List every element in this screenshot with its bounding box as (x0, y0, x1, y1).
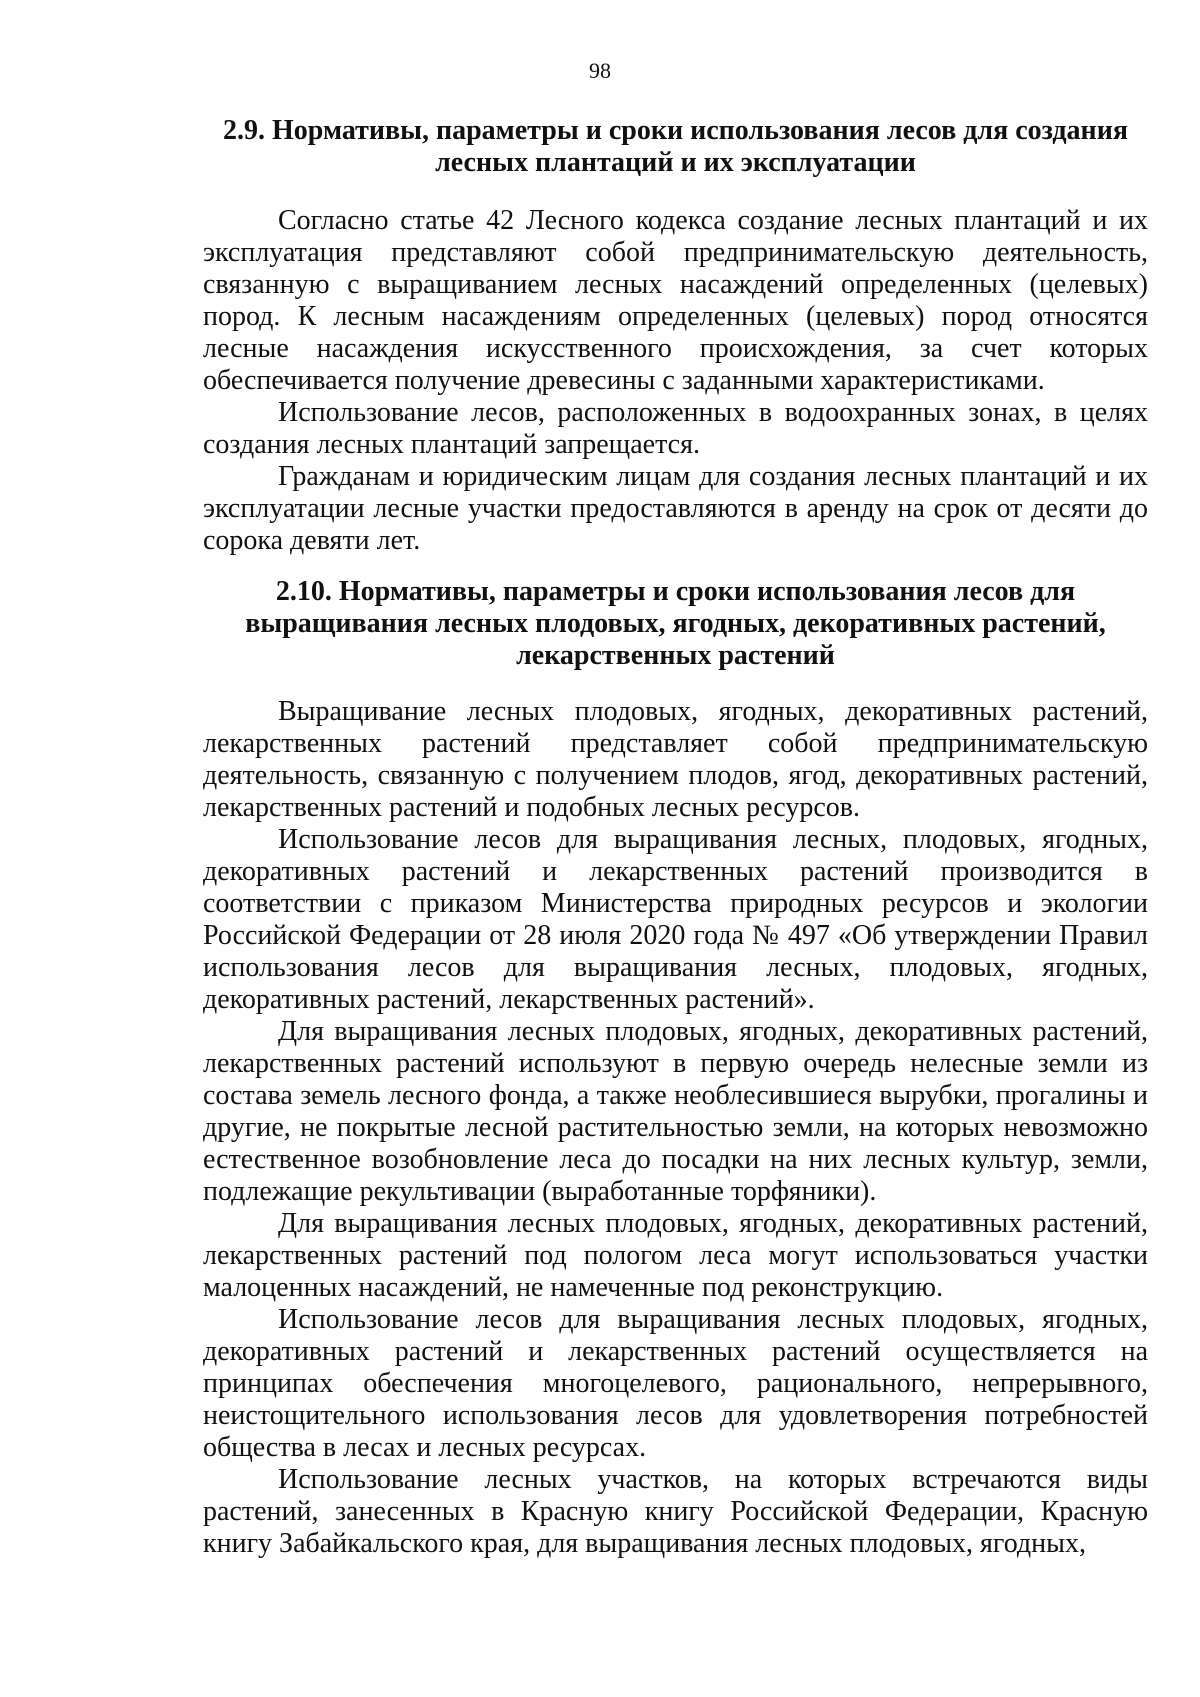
paragraph: Гражданам и юридическим лицам для создания лесных плантаций и их эксплуатации лесные участки предоставляются в аренду на срок от десяти до сорока девяти лет. (203, 461, 1148, 556)
paragraph: Для выращивания лесных плодовых, ягодных, декоративных растений, лекарственных растений под пологом леса могут использоваться участки малоценных насаждений, не намеченные под реконструкцию. (203, 1208, 1148, 1303)
section-heading-2-10: 2.10. Нормативы, параметры и сроки использования лесов для выращивания лесных плодовых, ягодных, декоративных растений, лекарственных растений (245, 576, 1106, 671)
paragraph: Использование лесных участков, на которых встречаются виды растений, занесенных в Красную книгу Российской Федерации, Красную книгу Забайкальского края, для выращивания лесных плодовых, ягодных, (203, 1464, 1148, 1559)
paragraph: Для выращивания лесных плодовых, ягодных, декоративных растений, лекарственных растений используют в первую очередь нелесные земли из состава земель лесного фонда, а также необлесившиеся вырубки, прогалины и другие, не покрытые лесной растительностью земли, на которых невозможно естественное возобновление леса до посадки на них лесных культур, земли, подлежащие рекультивации (выработанные торфяники). (203, 1016, 1148, 1207)
page-number: 98 (589, 58, 611, 83)
paragraph: Использование лесов для выращивания лесных, плодовых, ягодных, декоративных растений и лекарственных растений производится в соответствии с приказом Министерства природных ресурсов и экологии Российской Федерации от 28 июля 2020 года № 497 «Об утверждении Правил использования лесов для выращивания лесных, плодовых, ягодных, декоративных растений, лекарственных растений». (203, 824, 1148, 1015)
page-content (203, 115, 1148, 1560)
paragraph: Использование лесов для выращивания лесных плодовых, ягодных, декоративных растений и лекарственных растений осуществляется на принципах обеспечения многоцелевого, рационального, непрерывного, неистощительного использования лесов для удовлетворения потребностей общества в лесах и лесных ресурсах. (203, 1304, 1148, 1463)
paragraph: Использование лесов, расположенных в водоохранных зонах, в целях создания лесных плантаций запрещается. (203, 397, 1148, 460)
paragraph: Выращивание лесных плодовых, ягодных, декоративных растений, лекарственных растений представляет собой предпринимательскую деятельность, связанную с получением плодов, ягод, декоративных растений, лекарственных растений и подобных лесных ресурсов. (203, 696, 1148, 823)
section-heading-2-9: 2.9. Нормативы, параметры и сроки использования лесов для создания лесных плантаций и их эксплуатации (223, 115, 1128, 178)
paragraph: Согласно статье 42 Лесного кодекса создание лесных плантаций и их эксплуатация представляют собой предпринимательскую деятельность, связанную с выращиванием лесных насаждений определенных (целевых) пород. К лесным насаждениям определенных (целевых) пород относятся лесные насаждения искусственного происхождения, за счет которых обеспечивается получение древесины с заданными характеристиками. (203, 205, 1148, 396)
